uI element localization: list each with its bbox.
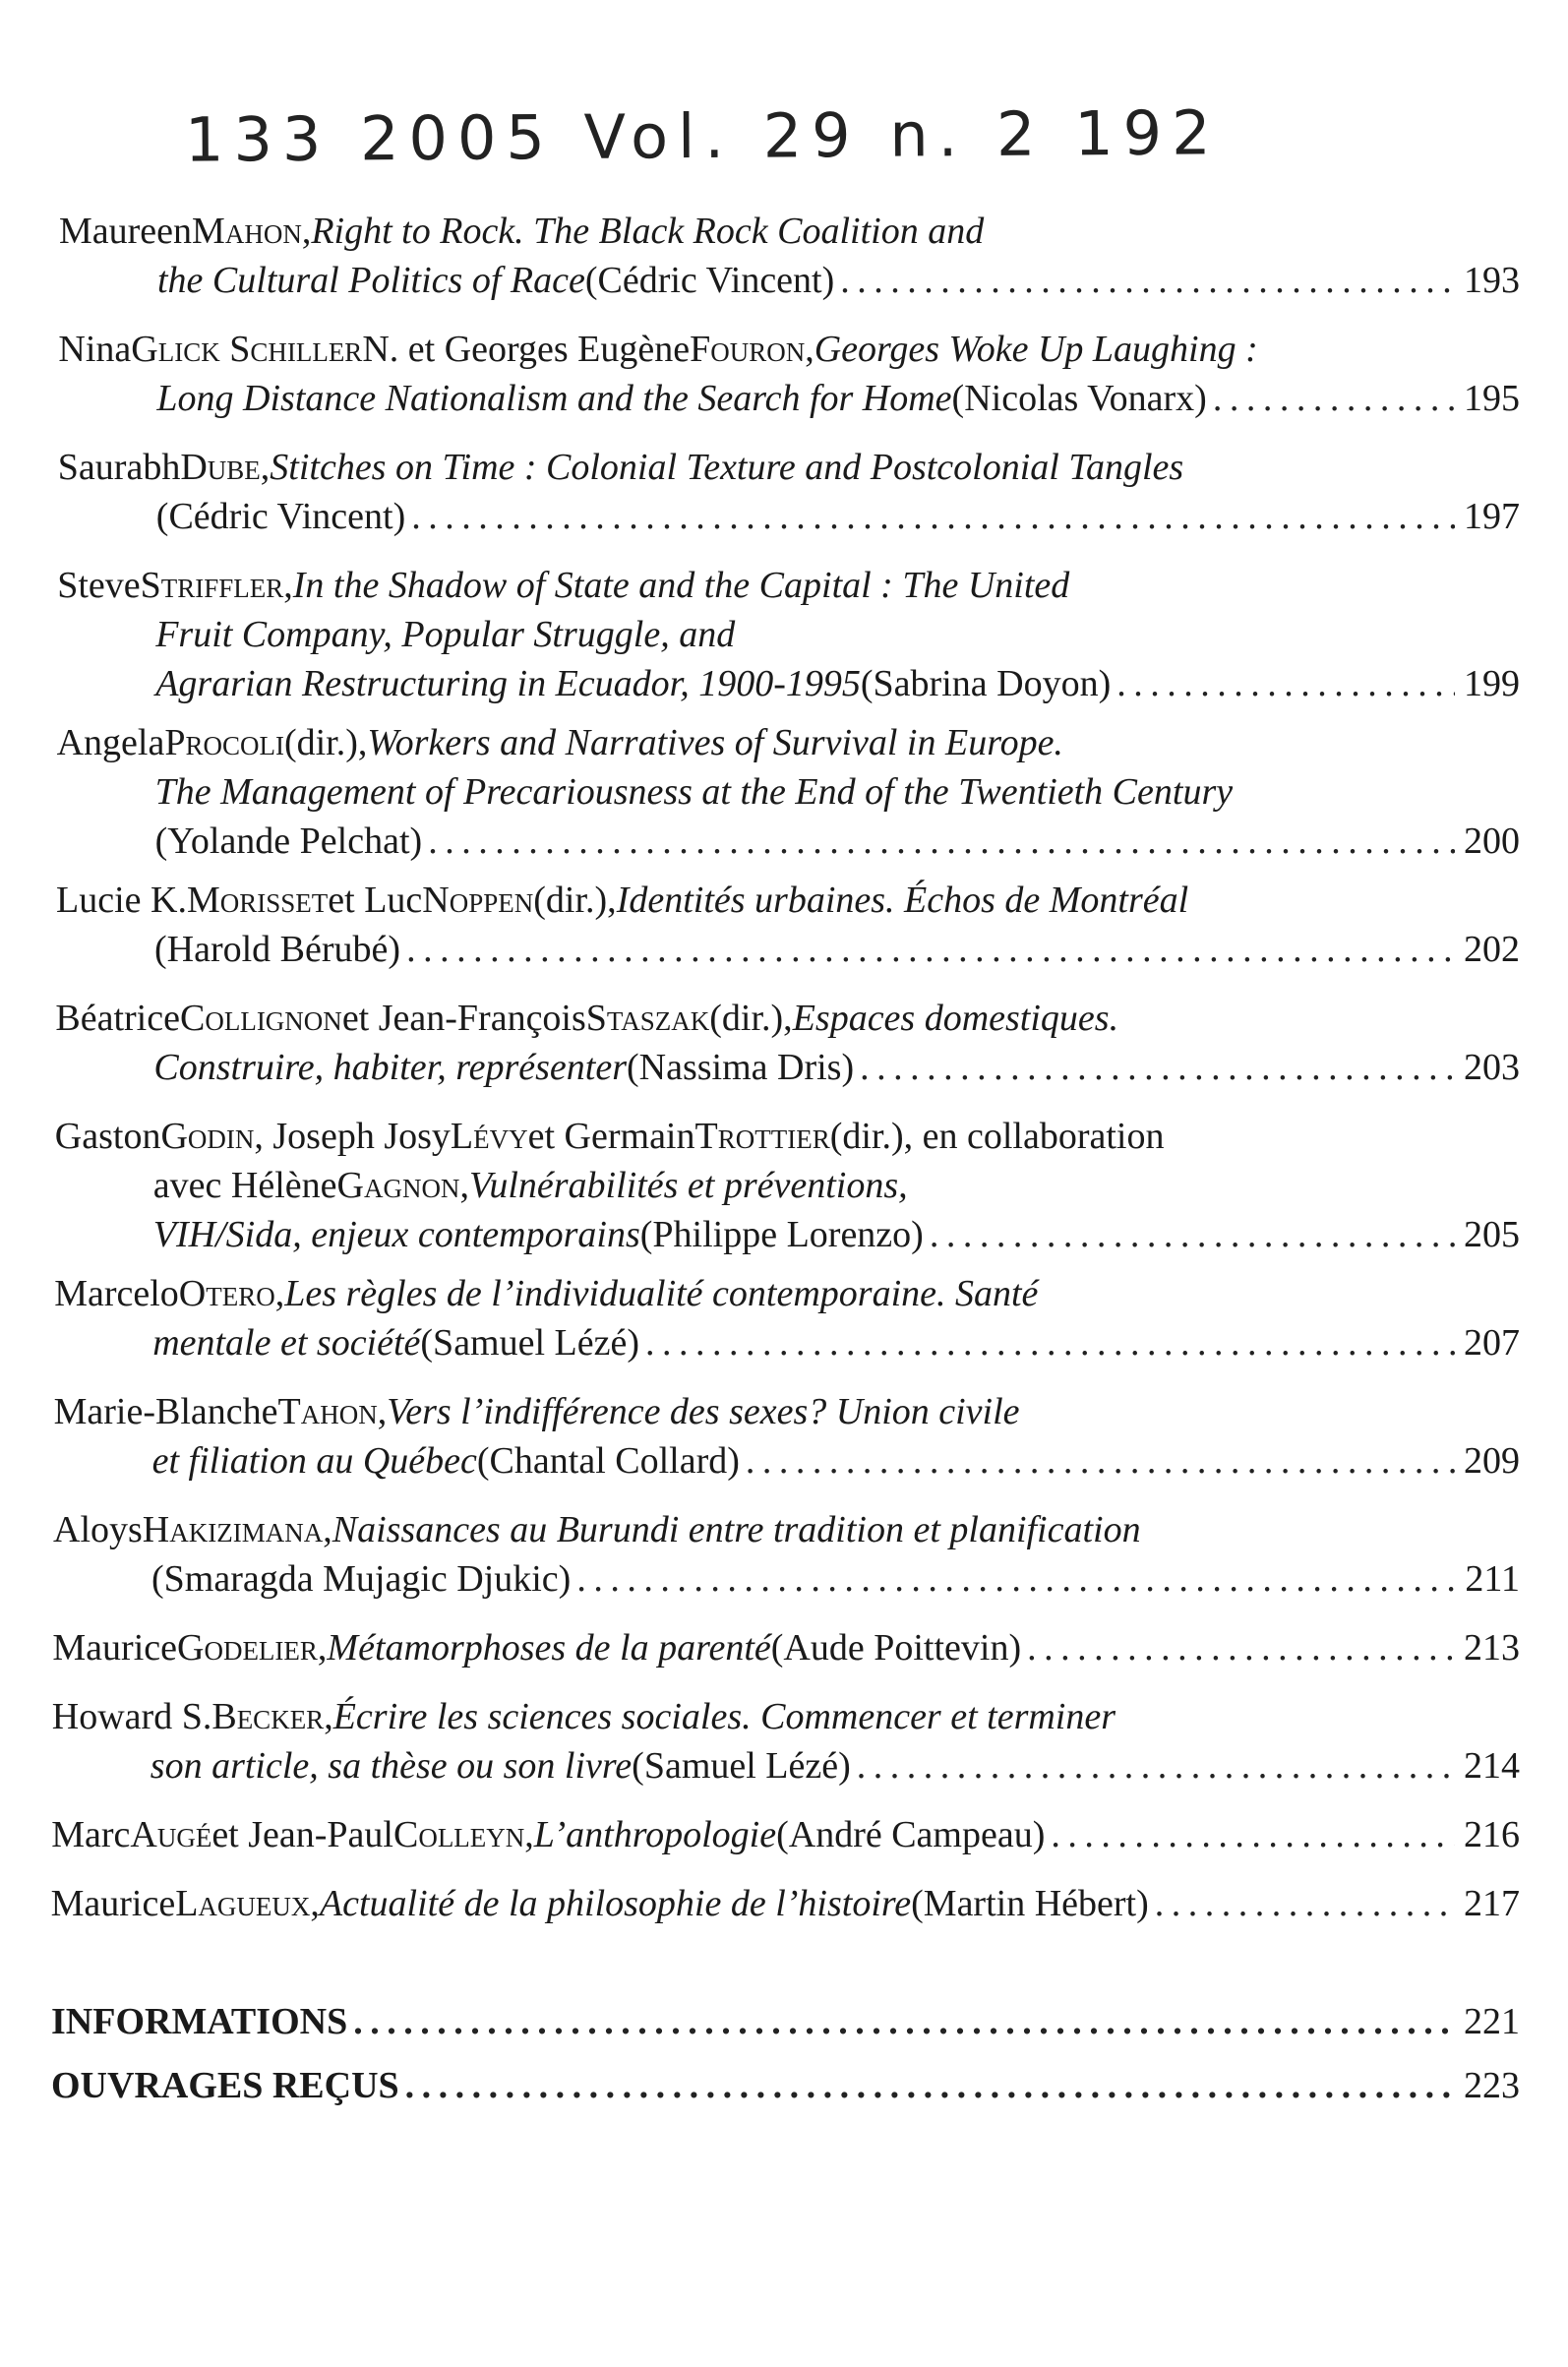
entry-text: avec Hélène bbox=[152, 1165, 337, 1206]
author-name: Gagnon bbox=[336, 1165, 460, 1206]
work-title: Métamorphoses de la parenté bbox=[327, 1627, 771, 1669]
page-number: 213 bbox=[1463, 1627, 1520, 1669]
toc-entry-line bbox=[55, 994, 1520, 1043]
section-title: INFORMATIONS bbox=[51, 2001, 348, 2042]
dot-leader bbox=[857, 1741, 1455, 1790]
dot-leader bbox=[406, 925, 1455, 974]
page-number: 217 bbox=[1463, 1883, 1520, 1924]
toc-entry bbox=[52, 1692, 1520, 1790]
entry-text: Howard S. bbox=[51, 1696, 212, 1737]
author-name: Hakizimana bbox=[142, 1509, 324, 1550]
entry-text: (Samuel Lézé) bbox=[632, 1745, 851, 1787]
dot-leader bbox=[860, 1043, 1455, 1092]
work-title: Workers and Narratives of Survival in Europe. bbox=[367, 722, 1063, 763]
dot-leader bbox=[1155, 1879, 1455, 1928]
entry-text: (Nassima Dris) bbox=[627, 1047, 855, 1088]
page-number: 202 bbox=[1464, 929, 1520, 970]
entry-text: , Joseph Josy bbox=[254, 1116, 451, 1157]
entry-text: (Cédric Vincent) bbox=[155, 496, 406, 537]
toc-entry-line bbox=[59, 256, 1520, 305]
entry-text: (Nicolas Vonarx) bbox=[951, 378, 1207, 419]
entry-text: , bbox=[377, 1391, 388, 1432]
dot-leader bbox=[411, 492, 1455, 541]
toc-entry-line bbox=[54, 1269, 1520, 1318]
dot-leader bbox=[576, 1554, 1455, 1604]
entry-text: , bbox=[310, 1883, 320, 1924]
entry-text: (Harold Bérubé) bbox=[154, 929, 401, 970]
work-title: Vers l’indifférence des sexes? Union civile bbox=[387, 1391, 1020, 1432]
work-title: Les règles de l’individualité contemporaine. Santé bbox=[284, 1273, 1039, 1314]
work-title: Fruit Company, Popular Struggle, and bbox=[155, 614, 736, 655]
work-title: Georges Woke Up Laughing : bbox=[814, 329, 1258, 370]
section-title: OUVRAGES REÇUS bbox=[51, 2065, 399, 2106]
entry-text: (Yolande Pelchat) bbox=[154, 820, 423, 862]
entry-text: et Jean-Paul bbox=[211, 1814, 393, 1855]
toc-entry-line bbox=[54, 1318, 1520, 1367]
toc-entry bbox=[55, 994, 1520, 1092]
work-title: son article, sa thèse ou son livre bbox=[150, 1745, 633, 1787]
toc-entry-line bbox=[54, 1436, 1520, 1486]
toc-section-line bbox=[51, 1997, 1520, 2046]
author-name: Tahon bbox=[277, 1391, 378, 1432]
page-number: 216 bbox=[1463, 1814, 1520, 1855]
dot-leader bbox=[1051, 1810, 1455, 1859]
entry-text: (Martin Hébert) bbox=[911, 1883, 1149, 1924]
toc-entry bbox=[53, 1505, 1520, 1604]
toc-entry-line bbox=[59, 207, 1520, 256]
page-number: 199 bbox=[1463, 663, 1520, 704]
author-name: Fouron bbox=[690, 329, 806, 370]
work-title: the Cultural Politics of Race bbox=[157, 260, 585, 301]
toc-entry-line bbox=[52, 1741, 1520, 1790]
author-name: Colleyn bbox=[392, 1814, 525, 1855]
entry-text: Maureen bbox=[59, 211, 193, 252]
toc-entry-line bbox=[55, 1161, 1520, 1210]
author-name: Dube bbox=[180, 447, 261, 488]
entry-text: (Smaragda Mujagic Djukic) bbox=[151, 1558, 572, 1600]
dot-leader bbox=[1213, 374, 1455, 423]
toc-entry-line bbox=[57, 659, 1520, 708]
toc-entry-line bbox=[53, 1554, 1520, 1604]
entry-text: et Germain bbox=[527, 1116, 695, 1157]
toc-entry-line bbox=[53, 1505, 1520, 1554]
entry-text: N. et Georges Eugène bbox=[362, 329, 691, 370]
work-title: Espaces domestiques. bbox=[792, 998, 1119, 1039]
dot-leader bbox=[1116, 659, 1455, 708]
entry-text: (Samuel Lézé) bbox=[420, 1322, 640, 1364]
toc-entry-line bbox=[55, 1112, 1520, 1161]
entry-text: Steve bbox=[57, 565, 141, 606]
entry-text: Saurabh bbox=[57, 447, 181, 488]
entry-text: Nina bbox=[58, 329, 132, 370]
work-title: Long Distance Nationalism and the Search for Home bbox=[156, 378, 952, 419]
entry-text: (dir.), bbox=[283, 722, 368, 763]
entry-text: (Cédric Vincent) bbox=[584, 260, 835, 301]
toc-entry bbox=[52, 1623, 1520, 1672]
entry-text: et Luc bbox=[328, 880, 423, 921]
toc-entry-line bbox=[55, 1043, 1520, 1092]
toc-section bbox=[51, 2061, 1520, 2110]
dot-leader bbox=[746, 1436, 1455, 1486]
toc-entry-line bbox=[52, 1623, 1520, 1672]
work-title: Stitches on Time : Colonial Texture and Postcolonial Tangles bbox=[270, 447, 1184, 488]
page-number: 221 bbox=[1464, 2001, 1520, 2042]
entry-text: Aloys bbox=[53, 1509, 143, 1550]
work-title: Identités urbaines. Échos de Montréal bbox=[616, 880, 1189, 921]
page-number: 209 bbox=[1463, 1440, 1520, 1482]
work-title: et filiation au Québec bbox=[151, 1440, 477, 1482]
author-name: Procoli bbox=[164, 722, 284, 763]
entry-text: Marie-Blanche bbox=[53, 1391, 278, 1432]
entry-text: , bbox=[317, 1627, 328, 1669]
toc-entry bbox=[51, 1810, 1520, 1859]
author-name: Morisset bbox=[186, 880, 329, 921]
toc-entry-line bbox=[57, 561, 1520, 610]
work-title: Écrire les sciences sociales. Commencer et terminer bbox=[332, 1696, 1116, 1737]
toc-entry bbox=[57, 718, 1520, 866]
toc-entry-line bbox=[56, 925, 1520, 974]
toc-entry-line bbox=[58, 374, 1520, 423]
work-title: Right to Rock. The Black Rock Coalition and bbox=[311, 211, 985, 252]
toc-entry bbox=[59, 207, 1520, 305]
entry-text: , bbox=[324, 1696, 333, 1737]
entry-text: (André Campeau) bbox=[776, 1814, 1046, 1855]
toc-entry bbox=[54, 1387, 1520, 1486]
entry-text: , bbox=[283, 565, 293, 606]
work-title: mentale et société bbox=[152, 1322, 421, 1364]
work-title: L’anthropologie bbox=[533, 1814, 777, 1855]
toc-entry bbox=[56, 876, 1520, 974]
toc-entry-line bbox=[58, 443, 1520, 492]
entry-text: (dir.), bbox=[533, 880, 617, 921]
toc-entry bbox=[58, 443, 1520, 541]
author-name: Staszak bbox=[585, 998, 710, 1039]
entry-text: (dir.), bbox=[709, 998, 793, 1039]
page-number: 211 bbox=[1465, 1558, 1520, 1600]
dot-leader bbox=[930, 1210, 1455, 1259]
entry-text: , bbox=[459, 1165, 469, 1206]
entry-text: , bbox=[323, 1509, 332, 1550]
author-name: Collignon bbox=[179, 998, 342, 1039]
toc-entry-line bbox=[56, 876, 1520, 925]
author-name: Becker bbox=[211, 1696, 325, 1737]
toc-entry-line bbox=[51, 1810, 1520, 1859]
entry-text: Béatrice bbox=[55, 998, 180, 1039]
entry-text: Gaston bbox=[54, 1116, 161, 1157]
page-number: 203 bbox=[1463, 1047, 1520, 1088]
work-title: VIH/Sida, enjeux contemporains bbox=[152, 1214, 640, 1255]
page-number: 205 bbox=[1463, 1214, 1520, 1255]
work-title: Vulnérabilités et préventions, bbox=[468, 1165, 908, 1206]
entry-text: (Chantal Collard) bbox=[476, 1440, 740, 1482]
dot-leader bbox=[840, 256, 1455, 305]
entry-text: (Philippe Lorenzo) bbox=[639, 1214, 924, 1255]
entry-text: Lucie K. bbox=[56, 880, 187, 921]
dot-leader bbox=[645, 1318, 1455, 1367]
entry-text: , bbox=[524, 1814, 534, 1855]
author-name: Trottier bbox=[694, 1116, 830, 1157]
author-name: Otero bbox=[178, 1273, 275, 1314]
toc-section bbox=[51, 1997, 1520, 2046]
entry-text: (Aude Poittevin) bbox=[770, 1627, 1022, 1669]
work-title: Naissances au Burundi entre tradition et planification bbox=[332, 1509, 1141, 1550]
page-number: 214 bbox=[1463, 1745, 1520, 1787]
toc-entry bbox=[58, 325, 1520, 423]
author-name: Lévy bbox=[450, 1116, 528, 1157]
toc-entry bbox=[51, 1879, 1520, 1928]
entry-text: , bbox=[301, 211, 312, 252]
page-number: 207 bbox=[1463, 1322, 1520, 1364]
page-number: 200 bbox=[1463, 820, 1520, 862]
toc-section-line bbox=[51, 2061, 1520, 2110]
handwritten-annotation: 133 2005 Vol. 29 n. 2 192 bbox=[184, 96, 1221, 176]
author-name: Glick Schiller bbox=[131, 329, 363, 370]
work-title: Actualité de la philosophie de l’histoire bbox=[319, 1883, 912, 1924]
work-title: Construire, habiter, représenter bbox=[153, 1047, 627, 1088]
toc-entry-line bbox=[57, 718, 1520, 767]
toc-entry-line bbox=[57, 767, 1520, 817]
author-name: Godelier bbox=[177, 1627, 318, 1669]
toc-entry bbox=[55, 1112, 1520, 1259]
entry-text: Marc bbox=[51, 1814, 131, 1855]
author-name: Augé bbox=[130, 1814, 212, 1855]
work-title: Agrarian Restructuring in Ecuador, 1900-1995 bbox=[155, 663, 861, 704]
work-title: In the Shadow of State and the Capital : The United bbox=[292, 565, 1070, 606]
toc-entry-line bbox=[55, 1210, 1520, 1259]
entry-text: , bbox=[274, 1273, 285, 1314]
author-name: Lagueux bbox=[175, 1883, 311, 1924]
author-name: Striffler bbox=[140, 565, 284, 606]
entry-text: Maurice bbox=[52, 1627, 177, 1669]
page-number: 195 bbox=[1463, 378, 1520, 419]
toc-entry-line bbox=[51, 1879, 1520, 1928]
dot-leader bbox=[405, 2061, 1455, 2110]
author-name: Mahon bbox=[192, 211, 302, 252]
page-number: 193 bbox=[1464, 260, 1520, 301]
author-name: Godin bbox=[160, 1116, 255, 1157]
dot-leader bbox=[353, 1997, 1455, 2046]
page-number: 197 bbox=[1463, 496, 1520, 537]
toc-entry-line bbox=[52, 1692, 1520, 1741]
toc-entry-line bbox=[57, 817, 1520, 866]
toc-entry-line bbox=[54, 1387, 1520, 1436]
page-number: 223 bbox=[1464, 2065, 1520, 2106]
entry-text: (dir.), en collaboration bbox=[829, 1116, 1165, 1157]
toc-entry bbox=[57, 561, 1520, 708]
entry-text: (Sabrina Doyon) bbox=[860, 663, 1112, 704]
toc-entry-line bbox=[57, 610, 1520, 659]
entry-text: Angela bbox=[56, 722, 165, 763]
toc-entry-line bbox=[58, 492, 1520, 541]
entry-text: et Jean-François bbox=[341, 998, 586, 1039]
entry-text: Maurice bbox=[50, 1883, 176, 1924]
dot-leader bbox=[428, 817, 1455, 866]
work-title: The Management of Precariousness at the End of the Twentieth Century bbox=[154, 771, 1234, 813]
entry-text: , bbox=[805, 329, 814, 370]
entry-text: Marcelo bbox=[54, 1273, 179, 1314]
author-name: Noppen bbox=[422, 880, 534, 921]
entry-text: , bbox=[260, 447, 271, 488]
toc-entry bbox=[54, 1269, 1520, 1367]
dot-leader bbox=[1027, 1623, 1455, 1672]
toc-entry-line bbox=[58, 325, 1520, 374]
